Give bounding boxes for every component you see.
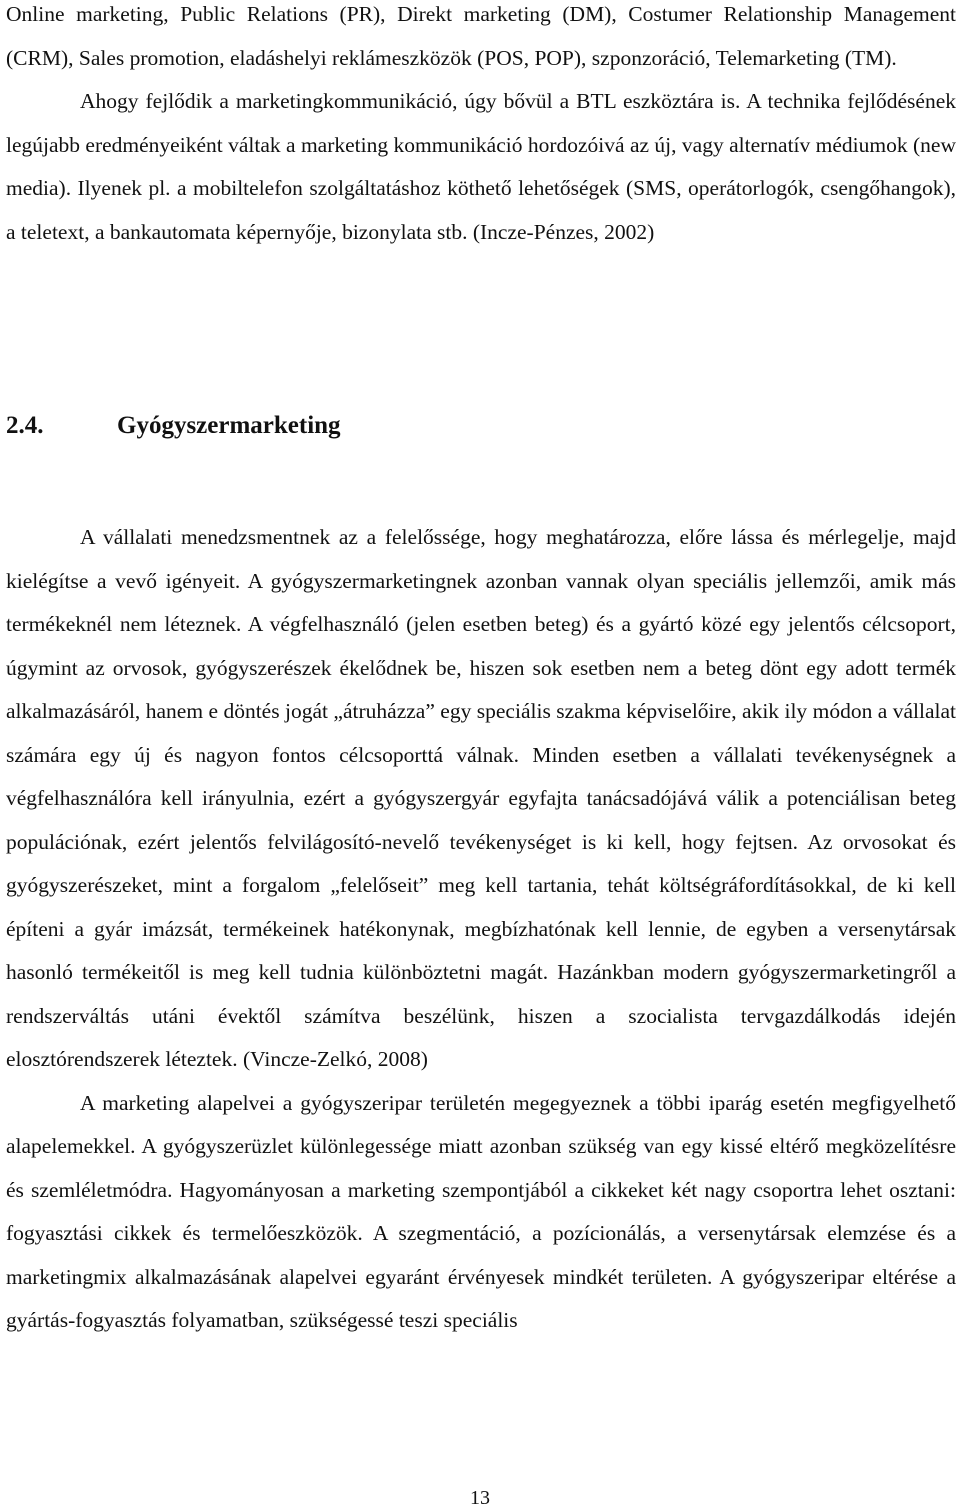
page-number: 13	[470, 1487, 490, 1509]
section-number: 2.4.	[6, 412, 44, 439]
section-title: Gyógyszermarketing	[117, 412, 341, 439]
paragraph-new-media: Ahogy fejlődik a marketingkommunikáció, úgy bővül a BTL eszköztára is. A technika fejlődésének legújabb eredményeiként váltak a marketing kommunikáció hordozóivá az új, vagy alternatív médiumok (new media). Ilyenek pl. a mobiltelefon szolgáltatáshoz köthető lehetőségek (SMS, operátorlogók, csengőhangok), a teletext, a bankautomata képernyője, bizonylata stb. (Incze-Pénzes, 2002)	[6, 89, 956, 244]
document-page	[6, 0, 956, 1332]
paragraph-management-responsibility: A vállalati menedzsmentnek az a felelőssége, hogy meghatározza, előre lássa és mérlegelje, majd kielégítse a vevő igényeit. A gyógyszermarketingnek azonban vannak olyan speciális jellemzői, amik más termékeknél nem léteznek. A végfelhasználó (jelen esetben beteg) és a gyártó közé egy jelentős célcsoport, úgymint az orvosok, gyógyszerészek ékelődnek be, hiszen sok esetben nem a beteg dönt egy adott termék alkalmazásáról, hanem e döntés jogát „átruházza” egy speciális szakma képviselőire, akik ily módon a vállalat számára egy új és nagyon fontos célcsoporttá válnak. Minden esetben a vállalati tevékenységnek a végfelhasználóra kell irányulnia, ezért a gyógyszergyár egyfajta tanácsadójává válik a potenciálisan beteg populációnak, ezért jelentős felvilágosító-nevelő tevékenységet is ki kell, hogy fejtsen. Az orvosokat és gyógyszerészeket, mint a forgalom „felelőseit” meg kell tartania, tehát költségráfordításokkal, de ki kell építeni a gyár imázsát, termékeinek hatékonynak, megbízhatónak kell lennie, de egyben a versenytársak hasonló termékeitől is meg kell tudnia különböztetni magát. Hazánkban modern gyógyszermarketingről a rendszerváltás utáni évektől számítva beszélünk, hiszen a szocialista tervgazdálkodás idején elosztórendszerek léteztek. (Vincze-Zelkó, 2008)	[6, 525, 956, 1071]
section-body	[6, 516, 956, 1343]
paragraph-btl-tools: Online marketing, Public Relations (PR), Direkt marketing (DM), Costumer Relationship Management (CRM), Sales promotion, eladáshelyi reklámeszközök (POS, POP), szponzoráció, Telemarketing (TM).	[6, 2, 956, 70]
paragraph-marketing-principles: A marketing alapelvei a gyógyszeripar területén megegyeznek a többi iparág esetén megfigyelhető alapelemekkel. A gyógyszerüzlet különlegessége miatt azonban szükség van egy kissé eltérő megközelítésre és szemléletmódra. Hagyományosan a marketing szempontjából a cikkeket két nagy csoportra lehet osztani: fogyasztási cikkek és termelőeszközök. A szegmentáció, a pozícionálás, a versenytársak elemzése és a marketingmix alkalmazásának alapelvei egyaránt érvényesek mindkét területen. A gyógyszeripar eltérése a gyártás-fogyasztás folyamatban, szükségessé teszi speciális	[6, 1090, 956, 1332]
section-heading	[6, 404, 341, 448]
